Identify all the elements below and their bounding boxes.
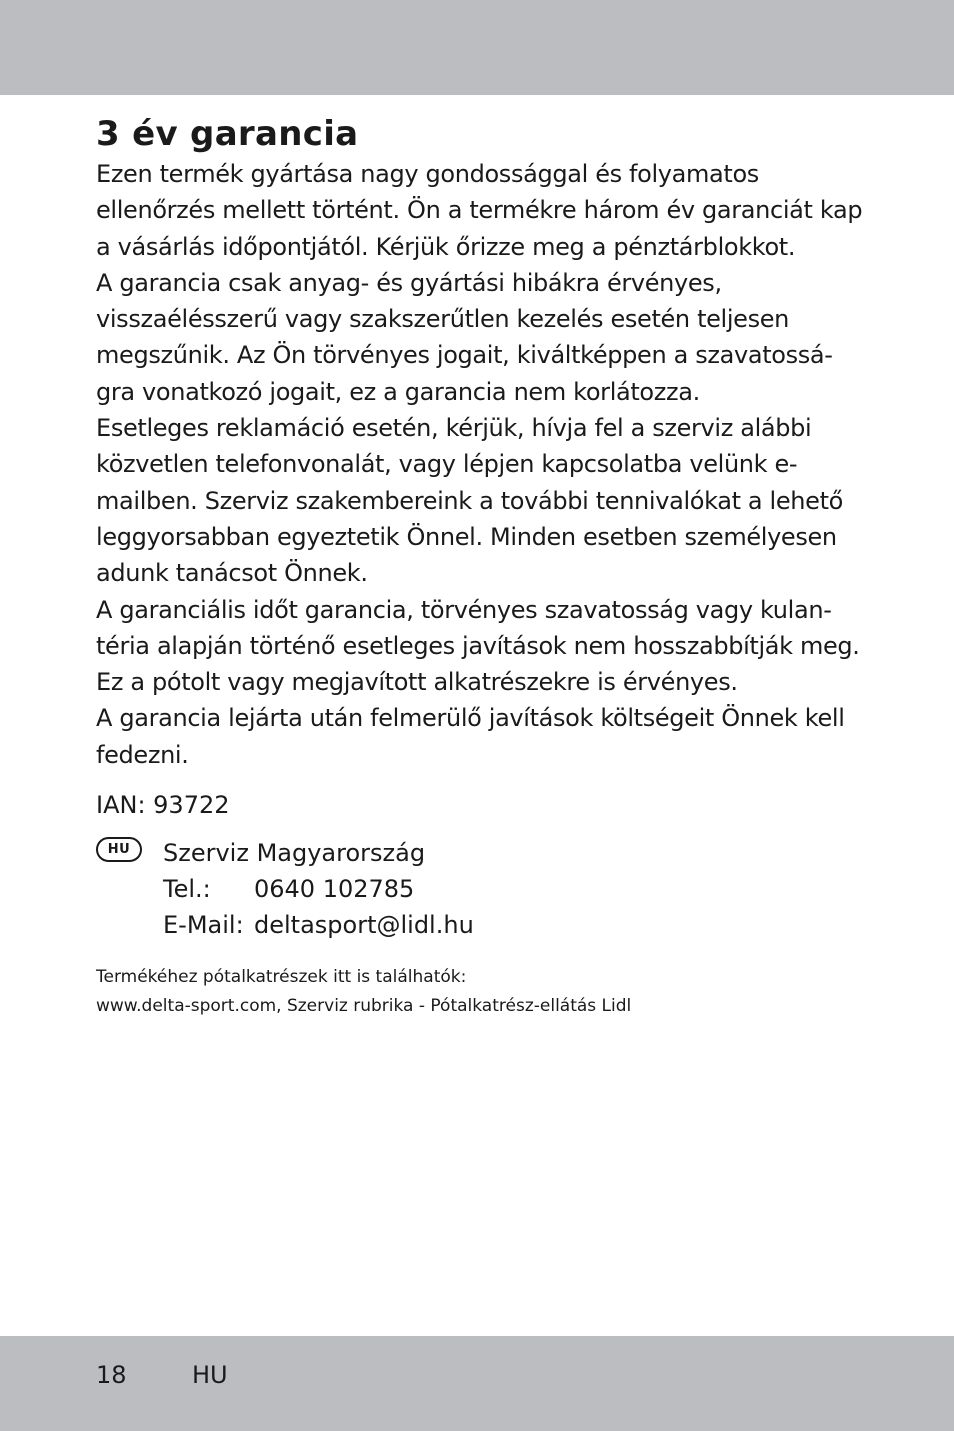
text-line: leggyorsabban egyeztetik Önnel. Minden esetben személyesen bbox=[96, 522, 837, 551]
country-badge-icon: HU bbox=[96, 837, 142, 862]
text-line: a vásárlás időpontjától. Kérjük őrizze meg a pénztárblokkot. bbox=[96, 232, 796, 261]
service-name: Szerviz Magyarország bbox=[163, 839, 426, 868]
text-line: A garanciális időt garancia, törvényes szavatosság vagy kulan- bbox=[96, 595, 832, 624]
ian-number: IAN: 93722 bbox=[96, 791, 230, 820]
page-number: 18 bbox=[96, 1361, 127, 1389]
warranty-section bbox=[96, 112, 866, 1021]
text-line: gra vonatkozó jogait, ez a garancia nem korlátozza. bbox=[96, 377, 700, 406]
page-title: 3 év garancia bbox=[96, 114, 359, 154]
page-footer bbox=[96, 1357, 228, 1393]
text-line: fedezni. bbox=[96, 740, 189, 769]
service-email-row bbox=[163, 907, 474, 943]
phone-label: Tel.: bbox=[163, 875, 211, 904]
service-phone-row bbox=[163, 871, 474, 907]
phone-number[interactable]: 0640 102785 bbox=[254, 875, 415, 904]
spare-parts-link[interactable]: www.delta-sport.com, Szerviz rubrika - Pótalkatrész-ellátás Lidl bbox=[96, 996, 632, 1017]
text-line: A garancia lejárta után felmerülő javítások költségeit Önnek kell bbox=[96, 704, 845, 733]
text-line: Esetleges reklamáció esetén, kérjük, hívja fel a szerviz alábbi bbox=[96, 414, 812, 443]
text-line: A garancia csak anyag- és gyártási hibákra érvényes, bbox=[96, 268, 722, 297]
text-line: adunk tanácsot Önnek. bbox=[96, 559, 368, 588]
text-line: megszűnik. Az Ön törvényes jogait, kiváltképpen a szavatossá- bbox=[96, 341, 833, 370]
spare-parts-note bbox=[96, 963, 866, 1021]
header-band bbox=[0, 0, 954, 95]
text-line: mailben. Szerviz szakembereink a további tennivalókat a lehető bbox=[96, 486, 843, 515]
text-line: ellenőrzés mellett történt. Ön a termékre három év garanciát kap bbox=[96, 196, 863, 225]
email-address[interactable]: deltasport@lidl.hu bbox=[254, 911, 474, 940]
spare-parts-line: Termékéhez pótalkatrészek itt is találhatók: bbox=[96, 967, 467, 988]
text-line: visszaélésszerű vagy szakszerűtlen kezelés esetén teljesen bbox=[96, 305, 790, 334]
text-line: Ezen termék gyártása nagy gondossággal és folyamatos bbox=[96, 160, 759, 188]
text-line: Ez a pótolt vagy megjavított alkatrészekre is érvényes. bbox=[96, 668, 738, 697]
email-label: E-Mail: bbox=[163, 911, 244, 940]
warranty-text bbox=[96, 156, 866, 773]
text-line: közvetlen telefonvonalát, vagy lépjen kapcsolatba velünk e- bbox=[96, 450, 798, 479]
service-details bbox=[163, 835, 474, 943]
language-code: HU bbox=[192, 1361, 228, 1389]
service-contact bbox=[96, 835, 866, 945]
text-line: téria alapján történő esetleges javítások nem hosszabbítják meg. bbox=[96, 631, 860, 660]
